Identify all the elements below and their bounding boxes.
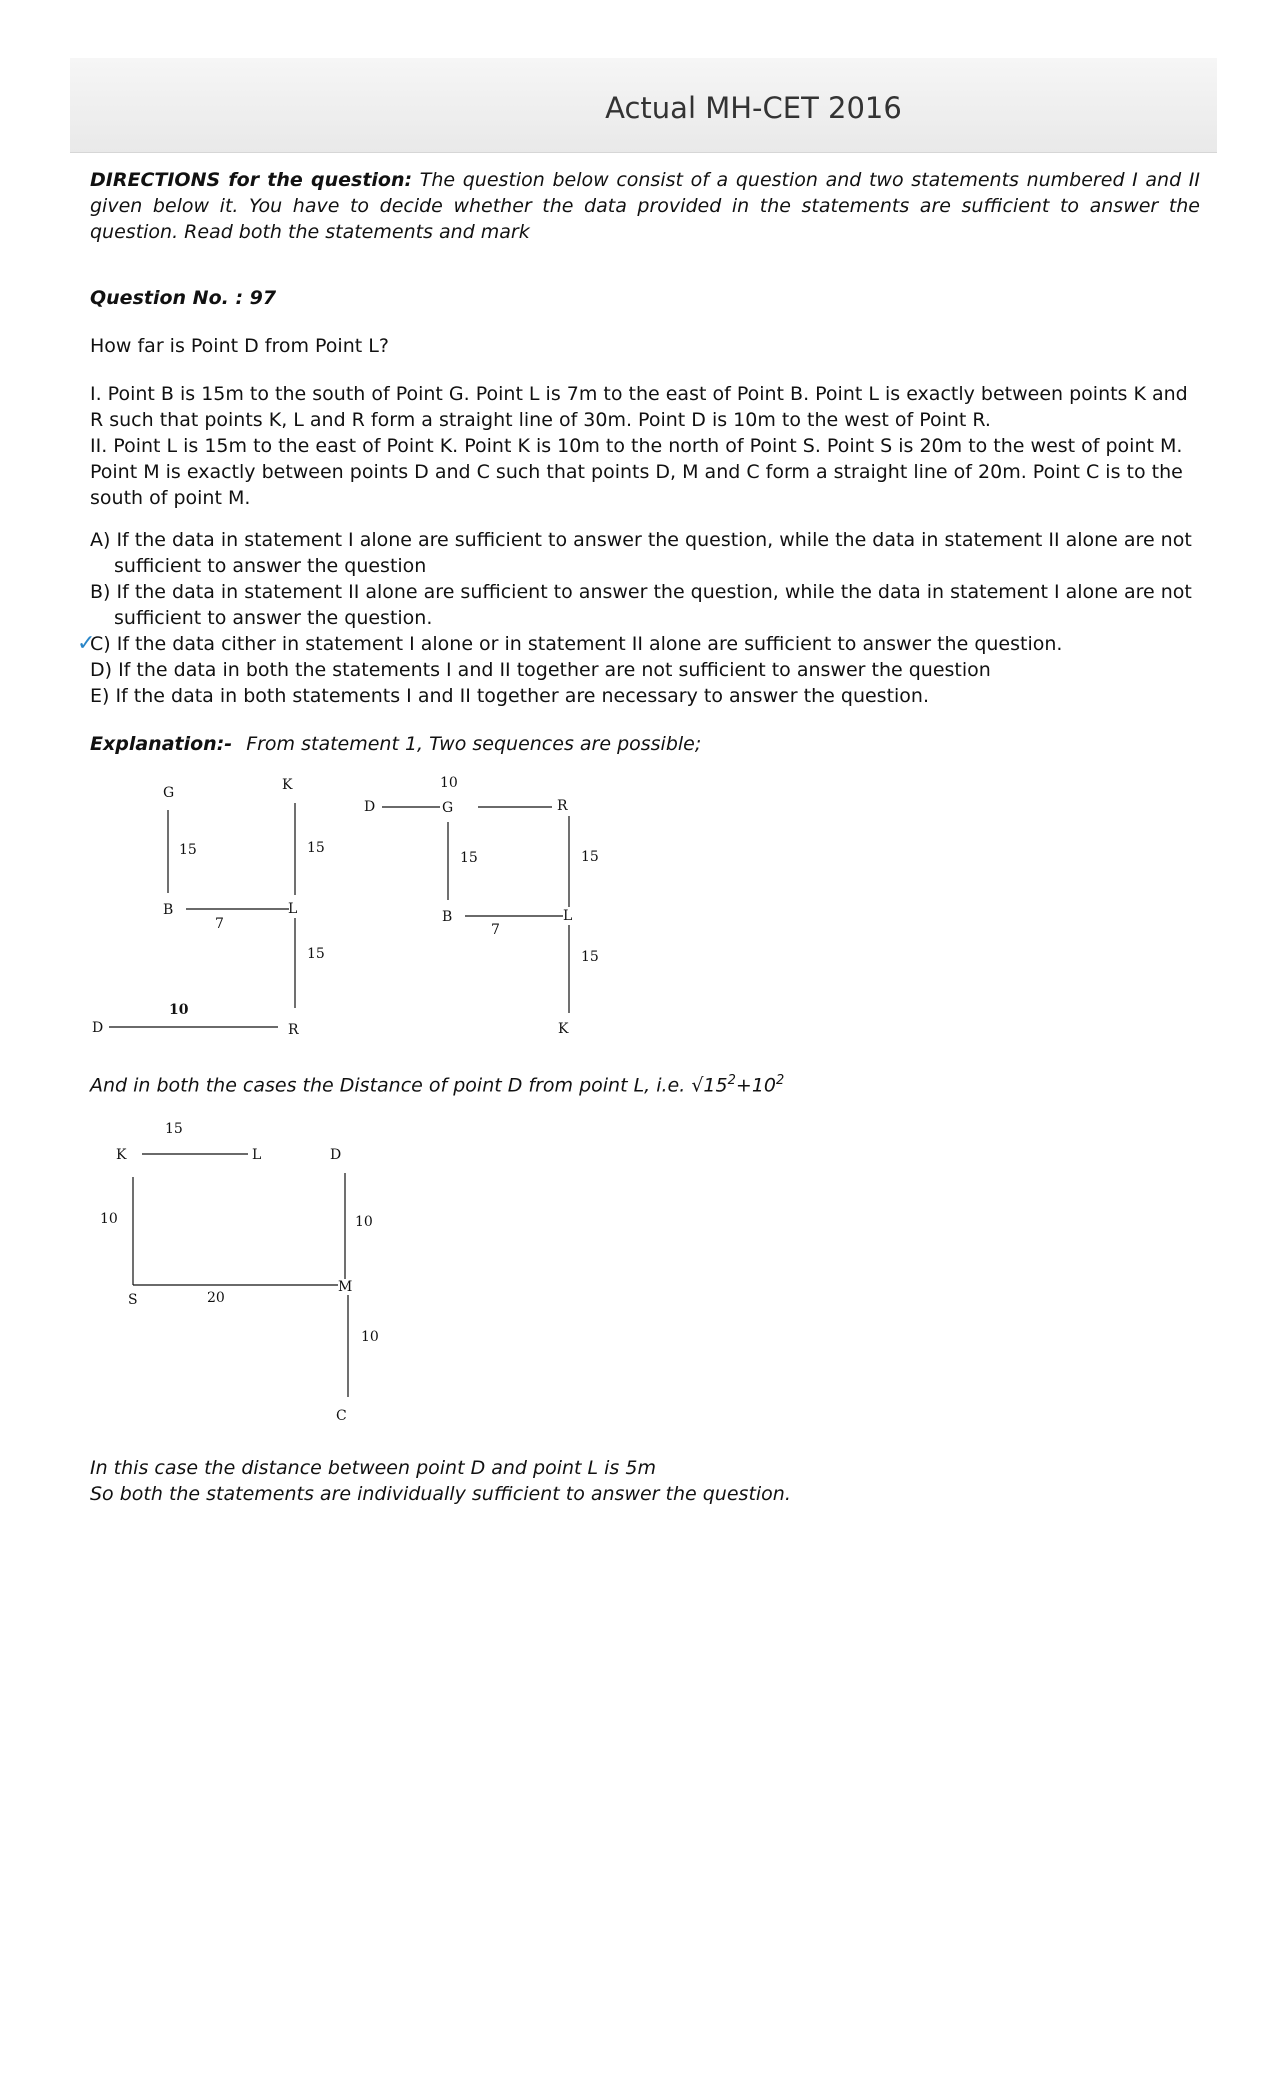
d2-label-bl: 7 xyxy=(491,922,500,938)
d3-label-kl: 15 xyxy=(165,1121,183,1137)
option-a: A) If the data in statement I alone are sufficient to answer the question, while the data in statement II alone are not sufficient to answer the question xyxy=(90,529,1192,577)
diagram-sequence-2 xyxy=(360,770,610,1040)
d2-label-k: K xyxy=(558,1021,569,1037)
directions-text: The question below consist of a question and two statements numbered I and II given below it. You have to decide whether the data provided in the statements are sufficient to answer the question. Read both the statements and mark xyxy=(90,169,1200,243)
d2-label-r: R xyxy=(557,798,568,814)
question-number: Question No. : 97 xyxy=(90,287,277,309)
options-list xyxy=(77,527,1200,709)
d1-label-gb: 15 xyxy=(179,842,197,858)
d1-label-bl: 7 xyxy=(215,916,224,932)
d3-label-s: S xyxy=(128,1292,138,1308)
option-b: B) If the data in statement II alone are sufficient to answer the question, while the data in statement I alone are not sufficient to answer the question. xyxy=(90,581,1192,629)
d3-label-mc: 10 xyxy=(361,1329,379,1345)
d2-label-l: L xyxy=(563,908,573,924)
case-text: In this case the distance between point D and point L is 5m xyxy=(90,1457,656,1479)
d1-label-l: L xyxy=(288,901,298,917)
option-c xyxy=(77,631,1200,657)
d1-label-kl: 15 xyxy=(307,840,325,856)
explanation-intro xyxy=(90,731,1200,757)
d2-label-b: B xyxy=(442,909,453,925)
d3-label-sm: 20 xyxy=(207,1290,225,1306)
d3-label-l: L xyxy=(252,1147,262,1163)
statements xyxy=(90,381,1200,511)
diagram-statement-2 xyxy=(90,1115,400,1435)
directions xyxy=(90,167,1200,245)
directions-label: DIRECTIONS for the question: xyxy=(90,169,413,191)
d3-label-c: C xyxy=(336,1408,347,1424)
d3-label-dm: 10 xyxy=(355,1214,373,1230)
distance-sup-1: 2 xyxy=(727,1073,736,1088)
question-text: How far is Point D from Point L? xyxy=(90,335,389,357)
statement-2: II. Point L is 15m to the east of Point K. Point K is 10m to the north of Point S. Point S is 20m to the west of point M. Point M is exactly between points D and C such that points D, M and C form a straight line of 20m. Point C is to the south of point M. xyxy=(90,435,1183,509)
diagram-sequence-1 xyxy=(85,770,345,1040)
question-content xyxy=(77,167,1200,757)
distance-plus: +10 xyxy=(735,1074,777,1097)
conclusion-text: So both the statements are individually sufficient to answer the question. xyxy=(90,1483,791,1505)
d3-label-d: D xyxy=(330,1147,342,1163)
d2-label-g: G xyxy=(442,800,454,816)
d2-label-gb: 15 xyxy=(460,850,478,866)
d2-label-d: D xyxy=(364,799,376,815)
page-header xyxy=(70,58,1217,153)
d1-label-lr: 15 xyxy=(307,946,325,962)
distance-text: And in both the cases the Distance of point D from point L, i.e. √15 xyxy=(90,1074,728,1097)
d2-label-dg: 10 xyxy=(440,775,458,791)
explanation-label: Explanation:- xyxy=(90,733,233,755)
d3-label-m: M xyxy=(338,1279,353,1295)
d1-label-d: D xyxy=(92,1020,104,1036)
d1-label-k: K xyxy=(282,777,293,793)
d2-label-lk: 15 xyxy=(581,949,599,965)
distance-sup-2: 2 xyxy=(776,1073,785,1088)
header-title: Actual MH-CET 2016 xyxy=(605,91,902,125)
distance-formula xyxy=(90,1068,784,1098)
d1-label-dr: 10 xyxy=(169,1002,189,1018)
option-e: E) If the data in both statements I and II together are necessary to answer the question. xyxy=(90,685,930,707)
d1-label-r: R xyxy=(288,1022,299,1038)
d1-label-g: G xyxy=(163,785,175,801)
d3-label-k: K xyxy=(116,1147,127,1163)
option-c-text: C) If the data cither in statement I alone or in statement II alone are sufficient to answer the question. xyxy=(90,633,1063,655)
d2-label-rl: 15 xyxy=(581,849,599,865)
correct-check-icon: ✓ xyxy=(77,631,96,656)
option-d: D) If the data in both the statements I and II together are not sufficient to answer the question xyxy=(90,659,991,681)
d1-label-b: B xyxy=(163,902,174,918)
d3-label-ks: 10 xyxy=(100,1211,118,1227)
statement-1: I. Point B is 15m to the south of Point G. Point L is 7m to the east of Point B. Point L is exactly between points K and R such that points K, L and R form a straight line of 30m. Point D is 10m to the west of Point R. xyxy=(90,383,1188,431)
explanation-intro-text: From statement 1, Two sequences are possible; xyxy=(246,733,702,755)
conclusion-block xyxy=(90,1455,1200,1507)
